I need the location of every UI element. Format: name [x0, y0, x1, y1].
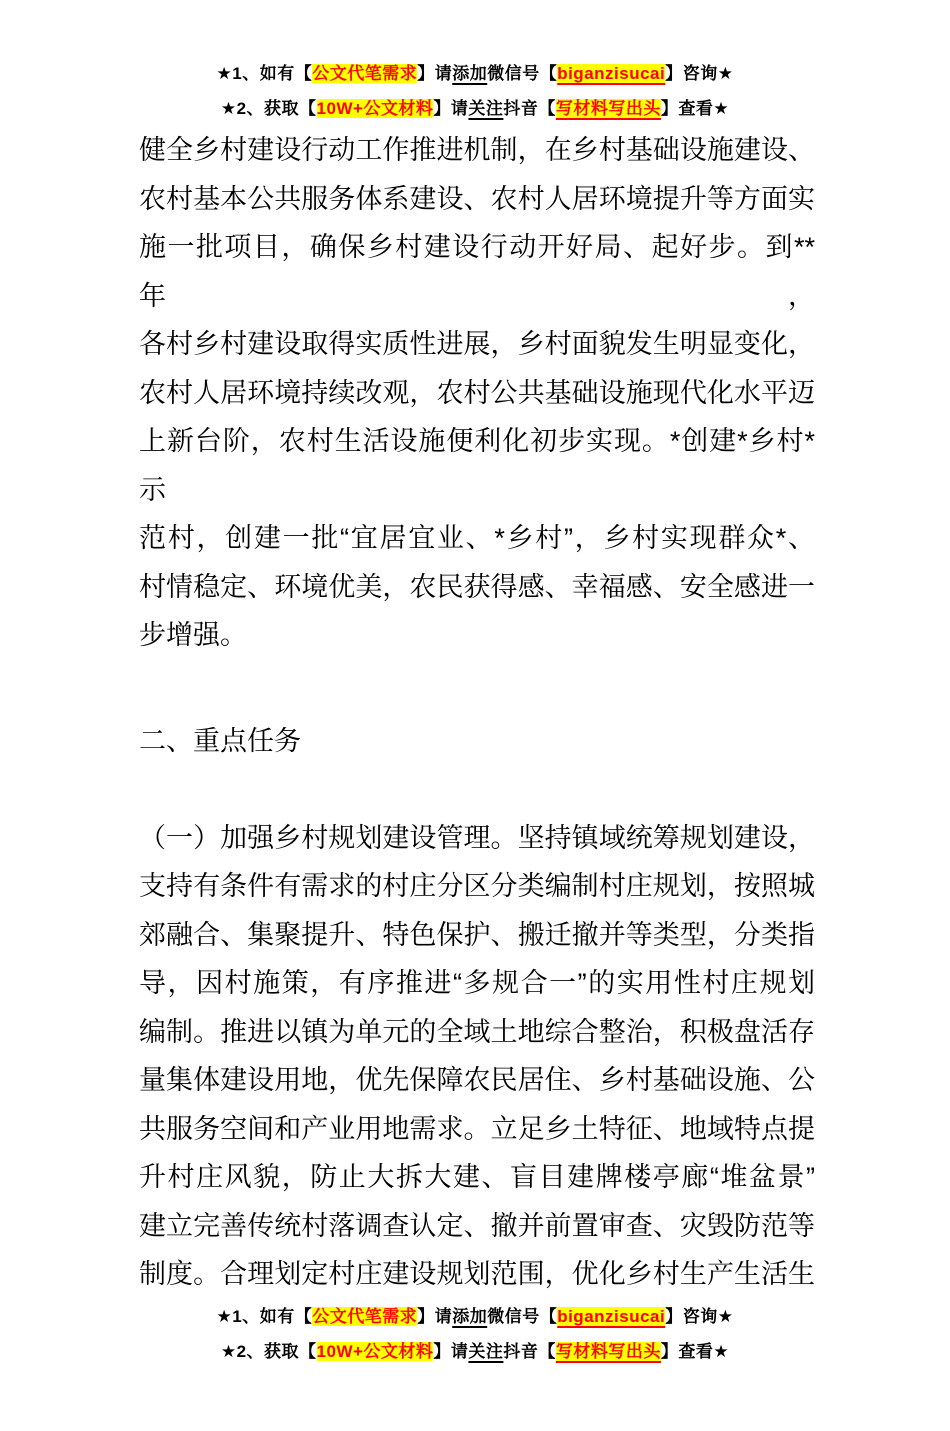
highlighted-text: 写材料写出头: [555, 1341, 661, 1361]
banner-text: 关注: [468, 1341, 504, 1361]
document-body: [139, 126, 815, 1299]
text-line: 建立完善传统村落调查认定、撤并前置审查、灾毁防范等: [139, 1210, 815, 1241]
banner-text: 】查看★: [660, 99, 730, 118]
banner-text: 】请: [417, 64, 453, 83]
header-ad-line-1: [0, 56, 950, 91]
text-line: 步增强。: [139, 620, 247, 650]
section-heading-key-tasks: 二、重点任务: [139, 725, 301, 756]
paragraph-construction-overview: [139, 126, 815, 660]
footer-ad-line-2: [0, 1334, 950, 1369]
header-ad-banner: [0, 0, 950, 126]
header-ad-line-2: [0, 91, 950, 126]
text-line: 范村，创建一批“宜居宜业、*乡村”，乡村实现群众*、: [139, 523, 815, 553]
banner-text: 】咨询★: [665, 64, 734, 83]
text-line: 升村庄风貌，防止大拆大建、盲目建牌楼亭廊“堆盆景”: [139, 1162, 815, 1192]
banner-text: 添加: [452, 64, 488, 83]
banner-text: ★2、获取【: [220, 99, 317, 118]
text-line: 导，因村施策，有序推进“多规合一”的实用性村庄规划: [139, 968, 815, 998]
banner-text: 】查看★: [660, 1341, 730, 1361]
text-line: 各村乡村建设取得实质性进展，乡村面貌发生明显变化，: [139, 329, 815, 359]
highlighted-text: 公文代笔需求: [312, 64, 418, 83]
footer-ad-banner: [0, 1299, 950, 1431]
banner-text: 微信号【: [487, 64, 558, 83]
text-line: 农村人居环境持续改观，农村公共基础设施现代化水平迈: [139, 377, 815, 408]
banner-text: ★1、如有【: [216, 64, 313, 83]
highlighted-text: 公文代笔需求: [312, 1306, 418, 1326]
banner-text: 】请: [433, 1341, 469, 1361]
paragraph-village-planning: [139, 814, 815, 1299]
highlighted-text: biganzisucai: [557, 64, 666, 83]
banner-text: 抖音【: [503, 99, 556, 118]
text-line: 量集体建设用地，优先保障农民居住、乡村基础设施、公: [139, 1065, 815, 1095]
footer-ad-line-1: [0, 1299, 950, 1334]
banner-text: 抖音【: [503, 1341, 556, 1361]
text-line: 上新台阶，农村生活设施便利化初步实现。*创建*乡村*示: [139, 426, 815, 505]
text-line: 郊融合、集聚提升、特色保护、搬迁撤并等类型，分类指: [139, 919, 815, 950]
highlighted-text: 10W+公文材料: [316, 99, 434, 118]
banner-text: ★1、如有【: [216, 1306, 313, 1326]
text-line: 村情稳定、环境优美，农民获得感、幸福感、安全感进一: [139, 571, 815, 602]
banner-text: ★2、获取【: [220, 1341, 317, 1361]
text-line: 施一批项目，确保乡村建设行动开好局、起好步。到**年，: [139, 232, 815, 311]
text-line: 农村基本公共服务体系建设、农村人居环境提升等方面实: [139, 183, 815, 214]
text-line: 制度。合理划定村庄建设规划范围，优化乡村生产生活生: [139, 1259, 815, 1289]
highlighted-text: 写材料写出头: [555, 99, 661, 118]
text-line: 编制。推进以镇为单元的全域土地综合整治，积极盘活存: [139, 1016, 815, 1047]
text-line: （一）加强乡村规划建设管理。坚持镇域统筹规划建设，: [139, 822, 815, 853]
banner-text: 微信号【: [487, 1306, 558, 1326]
banner-text: 】咨询★: [665, 1306, 734, 1326]
banner-text: 添加: [452, 1306, 488, 1326]
banner-text: 关注: [468, 99, 504, 118]
text-line: 共服务空间和产业用地需求。立足乡土特征、地域特点提: [139, 1113, 815, 1144]
text-line: 支持有条件有需求的村庄分区分类编制村庄规划，按照城: [139, 871, 815, 901]
text-line: 健全乡村建设行动工作推进机制，在乡村基础设施建设、: [139, 135, 815, 165]
highlighted-text: biganzisucai: [557, 1306, 666, 1326]
banner-text: 】请: [433, 99, 469, 118]
highlighted-text: 10W+公文材料: [316, 1341, 434, 1361]
banner-text: 】请: [417, 1306, 453, 1326]
